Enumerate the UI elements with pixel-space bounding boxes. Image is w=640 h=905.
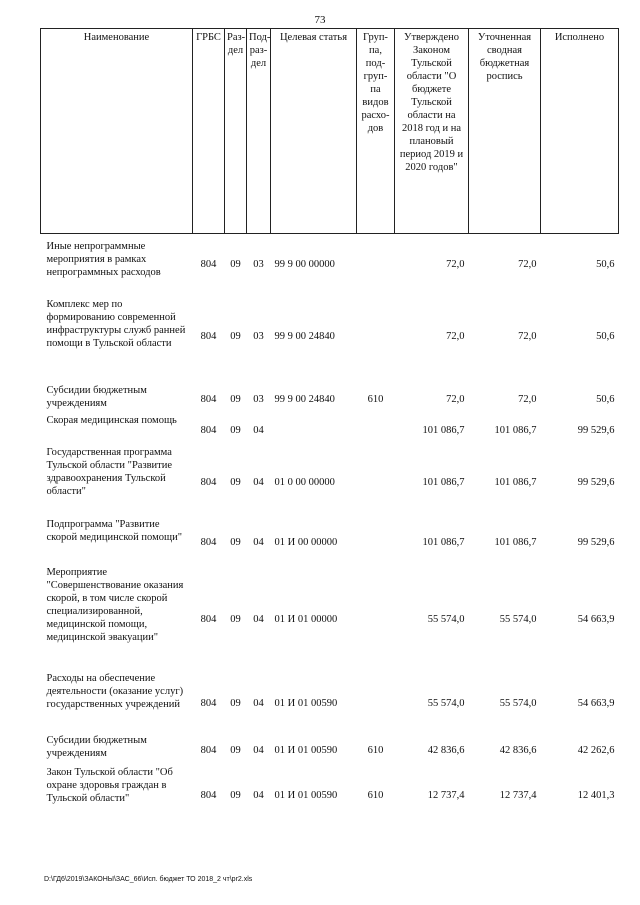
row-podrazdel: 04 [253, 697, 264, 709]
row-podrazdel: 04 [253, 744, 264, 756]
row-name: Субсидии бюджетным учреждениям [46, 385, 147, 409]
row-refined: 72,0 [518, 258, 537, 270]
row-grbs: 804 [200, 424, 217, 436]
row-approved: 72,0 [446, 330, 465, 342]
row-executed: 54 663,9 [577, 613, 615, 625]
table-row [41, 414, 619, 446]
row-target: 01 И 00 00000 [274, 536, 338, 548]
row-refined: 72,0 [518, 393, 537, 405]
header-target: Целевая статья [271, 29, 357, 234]
row-target [271, 414, 357, 446]
row-razdel: 09 [230, 789, 241, 801]
row-podrazdel: 03 [253, 393, 264, 405]
row-executed: 50,6 [596, 258, 615, 270]
row-refined: 42 836,6 [499, 744, 537, 756]
row-podrazdel: 04 [253, 613, 264, 625]
table-row [41, 766, 619, 824]
table-header-row [41, 29, 619, 234]
row-razdel: 09 [230, 613, 241, 625]
row-approved: 101 086,7 [422, 424, 465, 436]
row-executed: 54 663,9 [577, 697, 615, 709]
table-row [41, 566, 619, 672]
table-row [41, 672, 619, 734]
row-razdel: 09 [230, 536, 241, 548]
row-target: 01 0 00 00000 [274, 476, 335, 488]
row-grbs: 804 [200, 789, 217, 801]
header-name: Наименование [41, 29, 193, 234]
row-grbs: 804 [200, 330, 217, 342]
file-path-footer: D:\ГД6\2019\ЗАКОНЫ\ЗАС_66\Исп. бюджет ТО 2018_2 чт\pr2.xls [44, 876, 253, 883]
row-target: 99 9 00 24840 [274, 393, 335, 405]
row-name: Субсидии бюджетным учреждениям [46, 735, 147, 759]
row-razdel: 09 [230, 697, 241, 709]
row-razdel: 09 [230, 744, 241, 756]
header-group: Груп-па, под-груп-па видов расхо-дов [357, 29, 395, 234]
header-podrazdel: Под-раз-дел [247, 29, 271, 234]
row-razdel: 09 [230, 424, 241, 436]
row-target: 99 9 00 00000 [274, 258, 335, 270]
header-razdel: Раз-дел [225, 29, 247, 234]
row-refined: 72,0 [518, 330, 537, 342]
row-name: Подпрограмма "Развитие скорой медицинской помощи" [46, 519, 182, 543]
row-group [357, 288, 395, 384]
row-name: Мероприятие "Совершенствование оказания скорой, в том числе скорой специализированной, медицинской помощи, медицинской эвакуации" [46, 567, 184, 643]
row-approved: 72,0 [446, 393, 465, 405]
row-target: 01 И 01 00000 [274, 613, 338, 625]
row-podrazdel: 04 [253, 536, 264, 548]
row-name: Закон Тульской области "Об охране здоровья граждан в Тульской области" [46, 767, 173, 804]
row-refined: 55 574,0 [499, 613, 537, 625]
row-group [357, 446, 395, 518]
row-name: Комплекс мер по формированию современной инфраструктуры служб ранней помощи в Тульской области [46, 299, 186, 349]
row-razdel: 09 [230, 476, 241, 488]
table-row [41, 734, 619, 766]
row-group [357, 414, 395, 446]
row-grbs: 804 [200, 476, 217, 488]
header-executed: Исполнено [541, 29, 619, 234]
header-refined: Уточненная сводная бюджетная роспись [469, 29, 541, 234]
row-grbs: 804 [200, 258, 217, 270]
row-refined: 101 086,7 [494, 536, 537, 548]
row-podrazdel: 03 [253, 258, 264, 270]
row-approved: 55 574,0 [427, 697, 465, 709]
header-approved: Утверждено Законом Тульской области "О бюджете Тульской области на 2018 год и на плановый период 2019 и 2020 годов" [395, 29, 469, 234]
row-executed: 42 262,6 [577, 744, 615, 756]
table-row [41, 240, 619, 288]
row-approved: 101 086,7 [422, 476, 465, 488]
row-group [357, 566, 395, 672]
row-approved: 12 737,4 [427, 789, 465, 801]
row-target: 01 И 01 00590 [274, 744, 338, 756]
page-number: 73 [314, 14, 326, 26]
row-podrazdel: 04 [253, 789, 264, 801]
row-group: 610 [367, 393, 384, 405]
budget-table [40, 28, 619, 824]
row-approved: 55 574,0 [427, 613, 465, 625]
row-grbs: 804 [200, 536, 217, 548]
row-name: Иные непрограммные мероприятия в рамках непрограммных расходов [46, 241, 161, 278]
row-target: 01 И 01 00590 [274, 697, 338, 709]
row-executed: 99 529,6 [577, 536, 615, 548]
row-name: Государственная программа Тульской области "Развитие здравоохранения Тульской области" [46, 447, 173, 497]
row-podrazdel: 04 [253, 476, 264, 488]
row-refined: 101 086,7 [494, 424, 537, 436]
row-group: 610 [367, 744, 384, 756]
row-group [357, 672, 395, 734]
row-target: 01 И 01 00590 [274, 789, 338, 801]
row-executed: 12 401,3 [577, 789, 615, 801]
row-grbs: 804 [200, 744, 217, 756]
row-refined: 101 086,7 [494, 476, 537, 488]
row-razdel: 09 [230, 393, 241, 405]
row-refined: 55 574,0 [499, 697, 537, 709]
row-razdel: 09 [230, 258, 241, 270]
row-executed: 50,6 [596, 330, 615, 342]
row-executed: 99 529,6 [577, 424, 615, 436]
table-row [41, 288, 619, 384]
table-row [41, 384, 619, 414]
row-approved: 101 086,7 [422, 536, 465, 548]
row-podrazdel: 03 [253, 330, 264, 342]
row-target: 99 9 00 24840 [274, 330, 335, 342]
row-approved: 42 836,6 [427, 744, 465, 756]
table-row [41, 518, 619, 566]
header-grbs: ГРБС [193, 29, 225, 234]
row-group [357, 240, 395, 288]
row-name: Скорая медицинская помощь [46, 415, 177, 426]
row-executed: 50,6 [596, 393, 615, 405]
row-grbs: 804 [200, 613, 217, 625]
row-razdel: 09 [230, 330, 241, 342]
table-row [41, 446, 619, 518]
row-grbs: 804 [200, 697, 217, 709]
row-group: 610 [367, 789, 384, 801]
row-group [357, 518, 395, 566]
row-approved: 72,0 [446, 258, 465, 270]
row-executed: 99 529,6 [577, 476, 615, 488]
row-grbs: 804 [200, 393, 217, 405]
row-podrazdel: 04 [253, 424, 264, 436]
row-refined: 12 737,4 [499, 789, 537, 801]
row-name: Расходы на обеспечение деятельности (оказание услуг) государственных учреждений [46, 673, 184, 710]
